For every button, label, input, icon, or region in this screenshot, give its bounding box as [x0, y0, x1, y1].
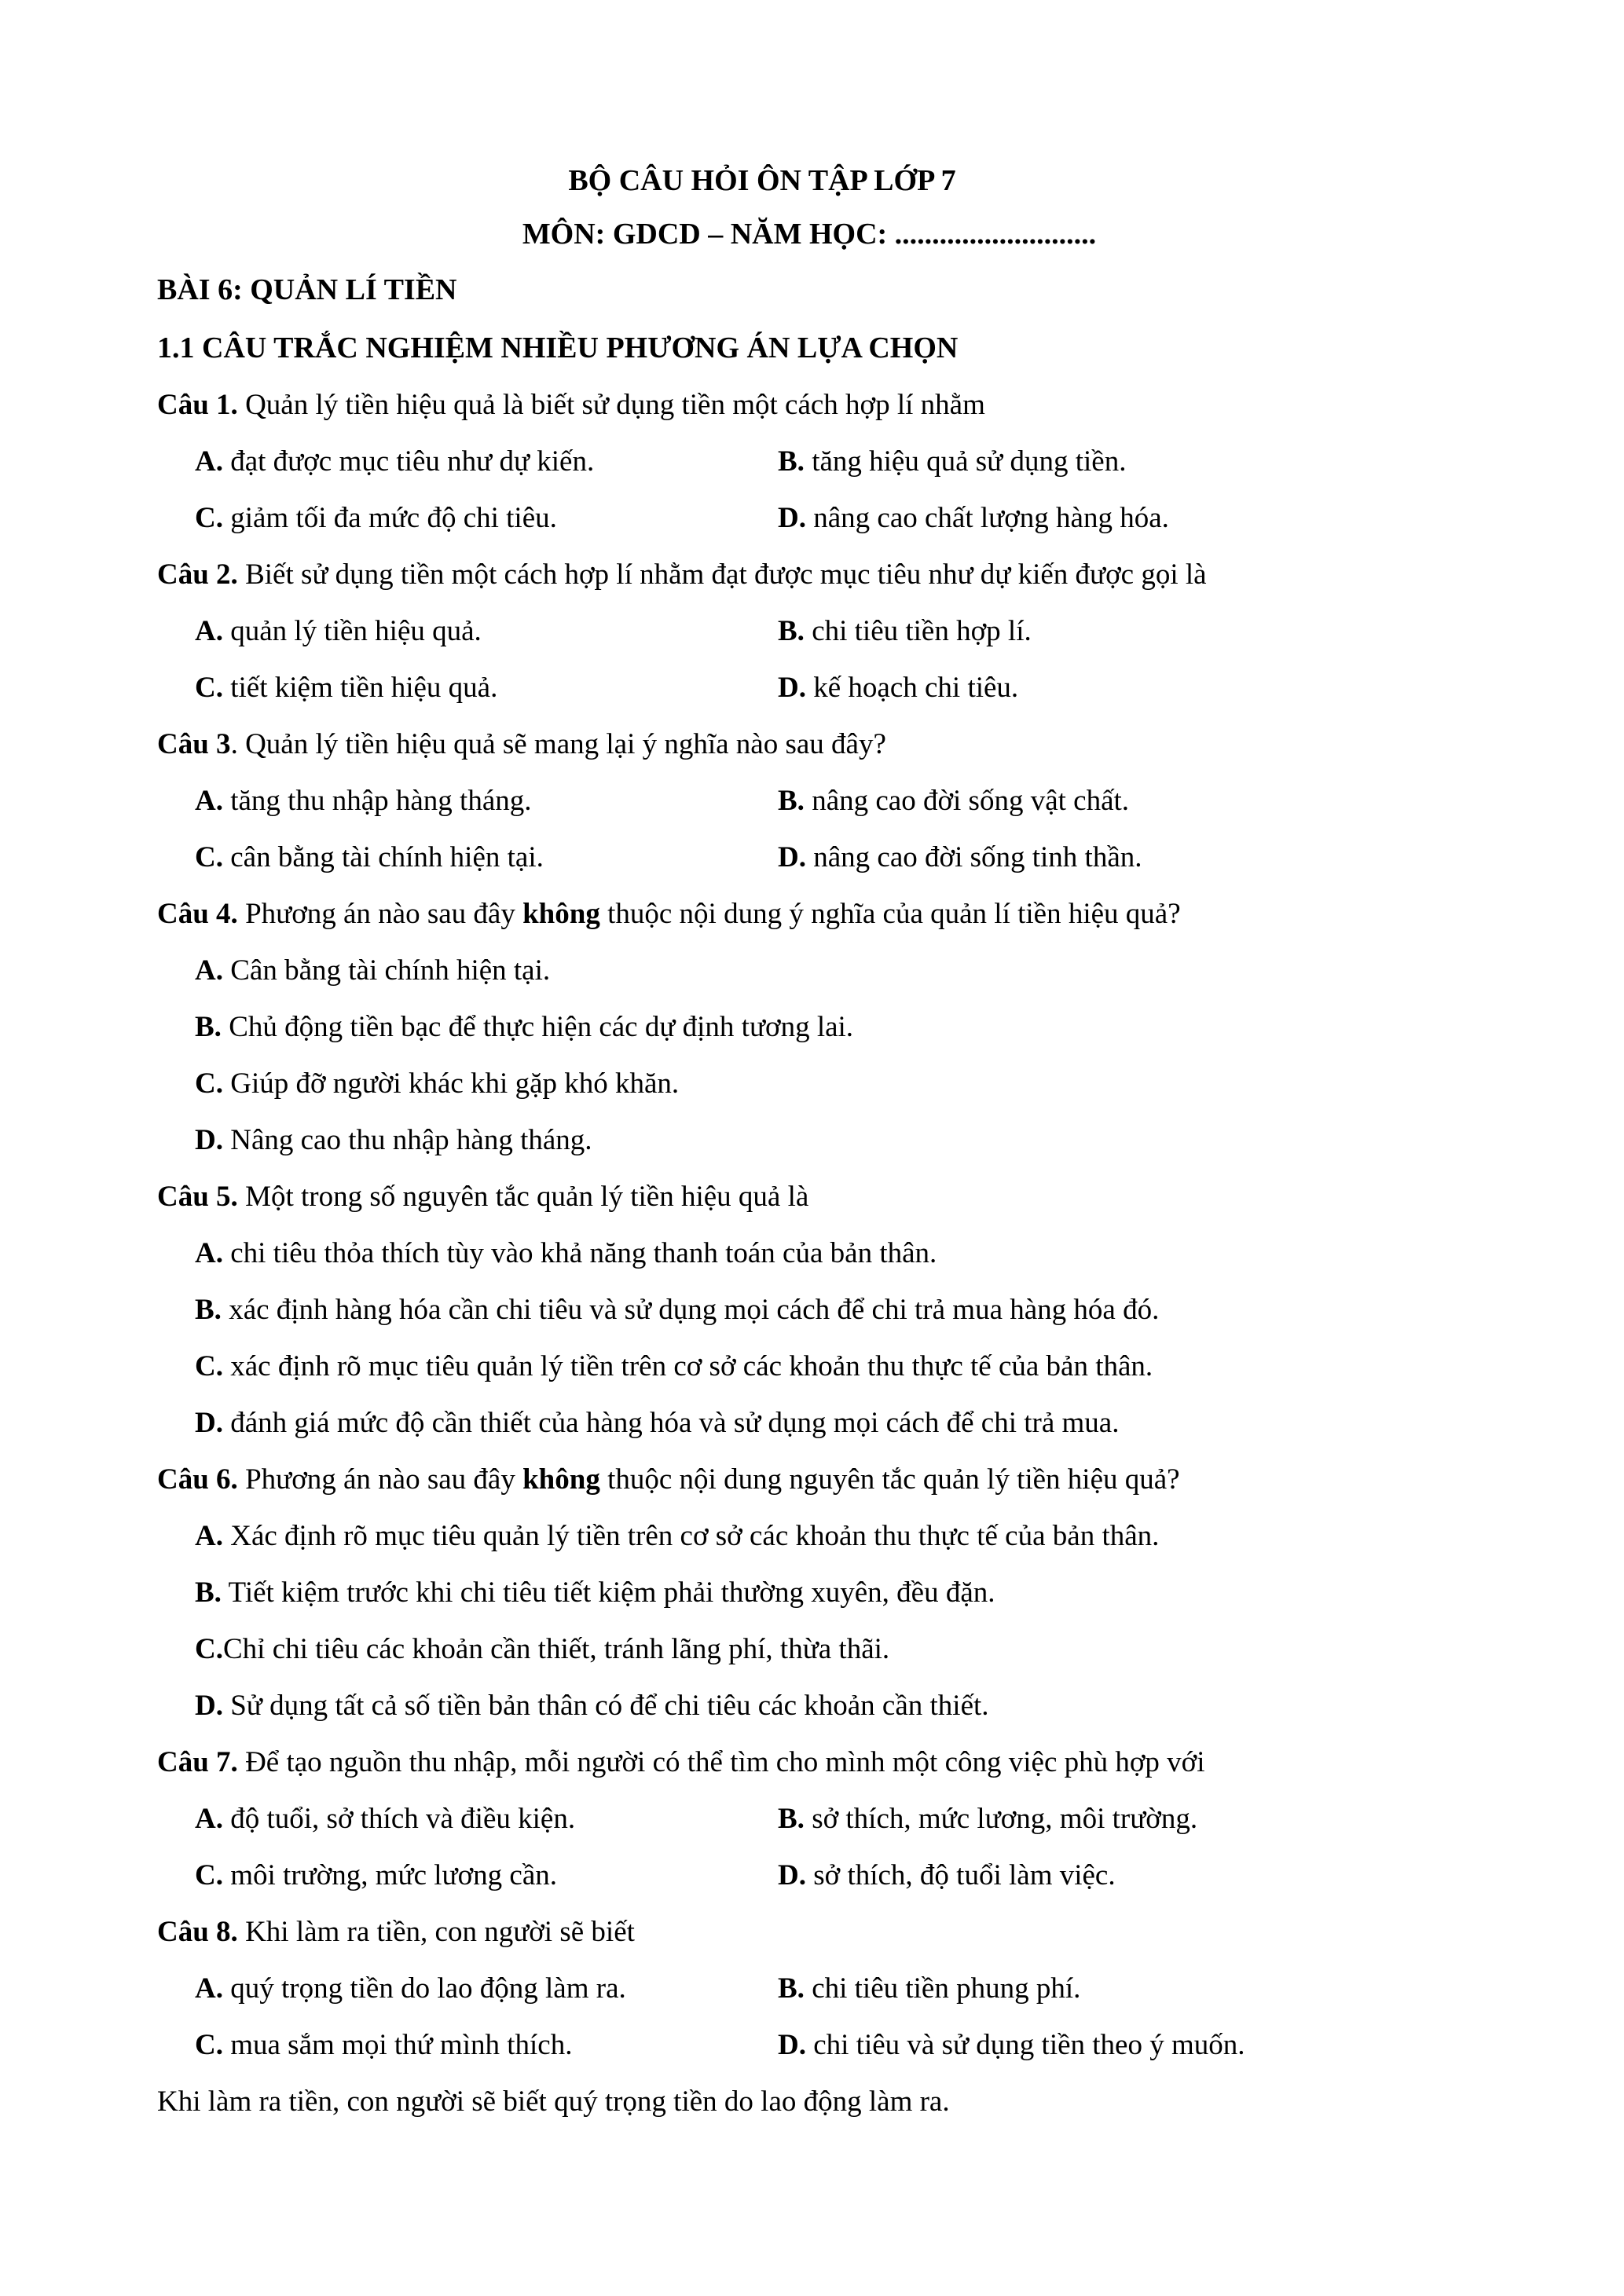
question-emphasis: không — [522, 898, 600, 930]
option-d — [157, 1112, 1367, 1169]
option-b — [778, 434, 1126, 490]
option-a — [157, 1961, 778, 2017]
option-a — [157, 603, 778, 660]
option-b — [157, 1565, 1367, 1621]
question-text: Một trong số nguyên tắc quản lý tiền hiệu quả là — [237, 1181, 809, 1213]
option-letter: C. — [195, 1350, 223, 1382]
option-text: đánh giá mức độ cần thiết của hàng hóa và sử dụng mọi cách để chi trả mua. — [222, 1407, 1120, 1439]
option-letter: C. — [195, 672, 223, 704]
option-b — [778, 1791, 1197, 1847]
document-subtitle: MÔN: GDCD – NĂM HỌC: ........................... — [522, 218, 1097, 251]
option-row — [157, 603, 1367, 660]
question-1 — [157, 377, 1367, 547]
option-row — [157, 490, 1367, 547]
option-letter: C. — [195, 2029, 223, 2061]
question-text: thuộc nội dung ý nghĩa của quản lí tiền hiệu quả? — [599, 898, 1181, 930]
option-text: độ tuổi, sở thích và điều kiện. — [222, 1803, 576, 1835]
option-row — [157, 773, 1367, 829]
option-text: quý trọng tiền do lao động làm ra. — [222, 1972, 626, 2005]
option-text: chi tiêu và sử dụng tiền theo ý muốn. — [805, 2029, 1245, 2061]
option-letter: D. — [195, 1690, 223, 1722]
option-letter: A. — [195, 785, 223, 817]
question-label: Câu 1. — [157, 389, 238, 421]
option-text: tăng hiệu quả sử dụng tiền. — [804, 445, 1127, 478]
option-b — [778, 603, 1032, 660]
option-c — [157, 829, 778, 886]
question-text: Biết sử dụng tiền một cách hợp lí nhằm đạt được mục tiêu như dự kiến được gọi là — [237, 558, 1207, 591]
question-text: Khi làm ra tiền, con người sẽ biết — [237, 1916, 635, 1948]
question-label: Câu 3 — [157, 728, 231, 760]
document-title: BỘ CÂU HỎI ÔN TẬP LỚP 7 — [568, 164, 956, 197]
option-letter: A. — [195, 1520, 223, 1552]
option-row — [157, 660, 1367, 716]
question-stem — [157, 1904, 1367, 1961]
question-label: Câu 5. — [157, 1181, 238, 1213]
question-text: Phương án nào sau đây — [237, 1463, 523, 1496]
question-stem — [157, 547, 1367, 603]
option-c — [157, 490, 778, 547]
option-letter: A. — [195, 954, 223, 987]
option-letter: B. — [778, 785, 805, 817]
option-b — [157, 999, 1367, 1056]
option-letter: A. — [195, 1803, 223, 1835]
question-stem — [157, 1169, 1367, 1225]
question-label: Câu 7. — [157, 1746, 238, 1778]
option-text: sở thích, độ tuổi làm việc. — [805, 1859, 1116, 1891]
question-stem — [157, 377, 1367, 434]
option-d — [778, 660, 1018, 716]
option-text: tăng thu nhập hàng tháng. — [222, 785, 532, 817]
option-text: Cân bằng tài chính hiện tại. — [222, 954, 551, 987]
question-text: Phương án nào sau đây — [237, 898, 523, 930]
section-heading: 1.1 CÂU TRẮC NGHIỆM NHIỀU PHƯƠNG ÁN LỰA CHỌN — [157, 331, 959, 364]
question-2 — [157, 547, 1367, 716]
option-text: Chỉ chi tiêu các khoản cần thiết, tránh lãng phí, thừa thãi. — [222, 1633, 890, 1665]
option-d — [778, 2017, 1245, 2074]
question-3 — [157, 716, 1367, 886]
option-letter: D. — [778, 1859, 806, 1891]
option-letter: C. — [195, 502, 223, 534]
option-c — [157, 1847, 778, 1904]
option-letter: D. — [778, 672, 806, 704]
option-b — [778, 1961, 1080, 2017]
lesson-heading: BÀI 6: QUẢN LÍ TIỀN — [157, 273, 457, 306]
option-a — [157, 943, 1367, 999]
question-8 — [157, 1904, 1367, 2074]
question-stem — [157, 886, 1367, 943]
option-letter: C. — [195, 841, 223, 873]
option-letter: B. — [778, 1803, 805, 1835]
question-stem — [157, 1734, 1367, 1791]
closing-text: Khi làm ra tiền, con người sẽ biết quý trọng tiền do lao động làm ra. — [157, 2085, 950, 2118]
option-text: tiết kiệm tiền hiệu quả. — [222, 672, 498, 704]
option-text: giảm tối đa mức độ chi tiêu. — [222, 502, 557, 534]
option-text: chi tiêu thỏa thích tùy vào khả năng thanh toán của bản thân. — [222, 1237, 937, 1269]
option-letter: D. — [778, 2029, 806, 2061]
option-letter: A. — [195, 1972, 223, 2005]
option-letter: B. — [195, 1294, 222, 1326]
question-text: Để tạo nguồn thu nhập, mỗi người có thể tìm cho mình một công việc phù hợp với — [237, 1746, 1205, 1778]
option-text: sở thích, mức lương, môi trường. — [804, 1803, 1198, 1835]
question-text: Quản lý tiền hiệu quả là biết sử dụng tiền một cách hợp lí nhằm — [237, 389, 985, 421]
question-text: thuộc nội dung nguyên tắc quản lý tiền hiệu quả? — [599, 1463, 1180, 1496]
option-text: Sử dụng tất cả số tiền bản thân có để chi tiêu các khoản cần thiết. — [222, 1690, 989, 1722]
option-text: xác định rõ mục tiêu quản lý tiền trên cơ sở các khoản thu thực tế của bản thân. — [222, 1350, 1153, 1382]
option-letter: D. — [195, 1124, 223, 1156]
option-row — [157, 1847, 1367, 1904]
option-text: kế hoạch chi tiêu. — [805, 672, 1019, 704]
option-row — [157, 2017, 1367, 2074]
option-b — [157, 1282, 1367, 1338]
option-letter: B. — [778, 445, 805, 478]
option-b — [778, 773, 1129, 829]
option-letter: A. — [195, 615, 223, 647]
option-text: Xác định rõ mục tiêu quản lý tiền trên cơ sở các khoản thu thực tế của bản thân. — [222, 1520, 1160, 1552]
option-row — [157, 1791, 1367, 1847]
option-row — [157, 829, 1367, 886]
option-text: nâng cao đời sống vật chất. — [804, 785, 1130, 817]
question-6 — [157, 1452, 1367, 1734]
question-4 — [157, 886, 1367, 1169]
option-a — [157, 434, 778, 490]
option-letter: A. — [195, 1237, 223, 1269]
option-d — [778, 829, 1142, 886]
option-letter: D. — [195, 1407, 223, 1439]
option-text: xác định hàng hóa cần chi tiêu và sử dụng mọi cách để chi trả mua hàng hóa đó. — [221, 1294, 1160, 1326]
option-c — [157, 660, 778, 716]
option-text: Chủ động tiền bạc để thực hiện các dự định tương lai. — [221, 1011, 854, 1043]
option-d — [157, 1395, 1367, 1452]
option-text: cân bằng tài chính hiện tại. — [222, 841, 544, 873]
option-letter: B. — [195, 1011, 222, 1043]
option-row — [157, 434, 1367, 490]
option-a — [157, 1225, 1367, 1282]
document-page — [157, 154, 1367, 2130]
question-7 — [157, 1734, 1367, 1904]
question-stem — [157, 716, 1367, 773]
question-text: . Quản lý tiền hiệu quả sẽ mang lại ý nghĩa nào sau đây? — [230, 728, 886, 760]
option-text: nâng cao đời sống tinh thần. — [805, 841, 1142, 873]
option-text: mua sắm mọi thứ mình thích. — [222, 2029, 573, 2061]
question-stem — [157, 1452, 1367, 1508]
question-label: Câu 6. — [157, 1463, 238, 1496]
option-d — [778, 490, 1169, 547]
option-text: đạt được mục tiêu như dự kiến. — [222, 445, 595, 478]
question-emphasis: không — [522, 1463, 600, 1496]
option-c — [157, 1056, 1367, 1112]
option-text: Tiết kiệm trước khi chi tiêu tiết kiệm phải thường xuyên, đều đặn. — [221, 1576, 995, 1609]
option-letter: D. — [778, 502, 806, 534]
option-c — [157, 1338, 1367, 1395]
question-5 — [157, 1169, 1367, 1452]
question-label: Câu 2. — [157, 558, 238, 591]
option-letter: C. — [195, 1859, 223, 1891]
question-label: Câu 4. — [157, 898, 238, 930]
option-a — [157, 773, 778, 829]
option-text: chi tiêu tiền phung phí. — [804, 1972, 1081, 2005]
option-letter: B. — [195, 1576, 222, 1609]
option-row — [157, 1961, 1367, 2017]
option-letter: C. — [195, 1067, 223, 1100]
option-text: quản lý tiền hiệu quả. — [222, 615, 482, 647]
option-text: môi trường, mức lương cần. — [222, 1859, 558, 1891]
option-letter: B. — [778, 1972, 805, 2005]
option-text: nâng cao chất lượng hàng hóa. — [805, 502, 1169, 534]
option-text: chi tiêu tiền hợp lí. — [804, 615, 1032, 647]
option-a — [157, 1508, 1367, 1565]
option-text: Nâng cao thu nhập hàng tháng. — [222, 1124, 592, 1156]
option-letter: C. — [195, 1633, 223, 1665]
option-c — [157, 1621, 1367, 1678]
option-letter: A. — [195, 445, 223, 478]
option-c — [157, 2017, 778, 2074]
option-letter: D. — [778, 841, 806, 873]
option-d — [157, 1678, 1367, 1734]
option-text: Giúp đỡ người khác khi gặp khó khăn. — [222, 1067, 680, 1100]
option-d — [778, 1847, 1116, 1904]
option-a — [157, 1791, 778, 1847]
question-label: Câu 8. — [157, 1916, 238, 1948]
option-letter: B. — [778, 615, 805, 647]
